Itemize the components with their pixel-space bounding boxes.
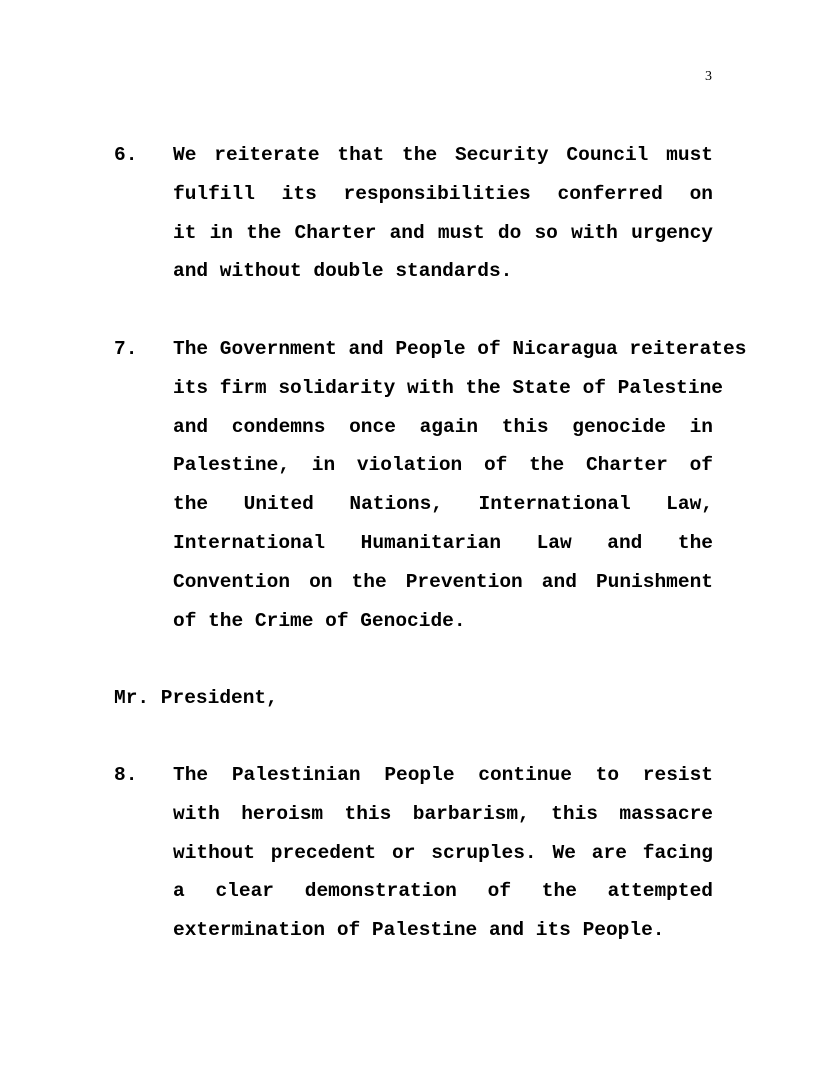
text-line: and without double standards. <box>173 260 513 283</box>
text-line: of the Crime of Genocide. <box>173 609 466 632</box>
text-line: fulfill its responsibilities conferred on <box>173 182 713 205</box>
text-line: the United Nations, International Law, <box>173 493 713 516</box>
page-number: 3 <box>705 69 712 84</box>
text-line: The Government and People of Nicaragua reiterates <box>173 338 747 360</box>
text-line: The Palestinian People continue to resist <box>173 764 713 786</box>
text-line: and condemns once again this genocide in <box>173 415 713 438</box>
text-line: it in the Charter and must do so with urgency <box>173 221 713 244</box>
text-line: Convention on the Prevention and Punishment <box>173 570 713 593</box>
text-line: extermination of Palestine and its People. <box>173 919 665 942</box>
text-line: its firm solidarity with the State of Palestine <box>173 376 723 399</box>
paragraph-number: 6. <box>114 144 138 166</box>
salutation: Mr. President, <box>114 687 278 709</box>
text-line: Palestine, in violation of the Charter of <box>173 454 713 477</box>
paragraph-text <box>173 756 713 950</box>
text-line: a clear demonstration of the attempted <box>173 880 713 903</box>
paragraph-text <box>173 136 713 291</box>
paragraph-number: 8. <box>114 764 138 786</box>
text-line: with heroism this barbarism, this massacre <box>173 802 713 825</box>
paragraph-number: 7. <box>114 338 138 360</box>
paragraph-text <box>173 330 747 640</box>
text-line: without precedent or scruples. We are facing <box>173 841 713 864</box>
text-line: We reiterate that the Security Council must <box>173 144 713 166</box>
text-line: International Humanitarian Law and the <box>173 531 713 554</box>
